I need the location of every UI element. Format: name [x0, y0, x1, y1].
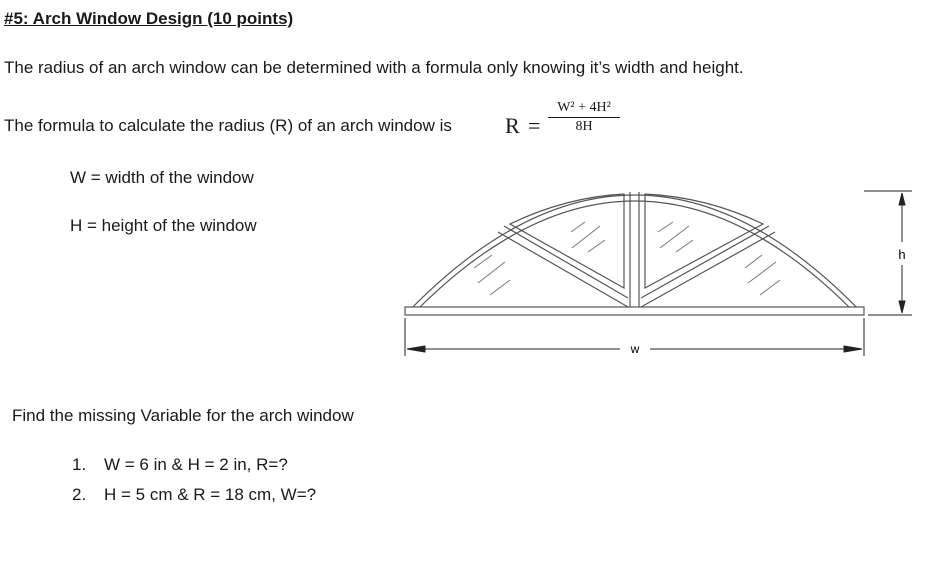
width-arrow-right	[844, 346, 862, 352]
height-label: h	[898, 247, 906, 262]
window-sill	[405, 307, 864, 315]
formula-r: R	[505, 113, 520, 138]
glass-reflections	[474, 222, 780, 295]
width-arrow-left	[407, 346, 425, 352]
formula-numerator: W² + 4H²	[548, 100, 620, 118]
formula-equals: =	[528, 113, 541, 138]
arch-inner-frame	[420, 201, 849, 307]
height-arrow-bottom	[899, 301, 905, 313]
pane-upper-right	[645, 194, 763, 288]
right-mullion-b	[641, 226, 769, 298]
right-mullion-a	[641, 232, 775, 307]
definition-width: W = width of the window	[70, 168, 254, 187]
pane-upper-left	[510, 194, 624, 288]
formula-lead: The formula to calculate the radius (R) of an arch window is	[4, 116, 452, 135]
question-1	[72, 455, 288, 475]
definition-height: H = height of the window	[70, 216, 257, 235]
left-mullion-b	[504, 226, 628, 298]
intro-text: The radius of an arch window can be determined with a formula only knowing it’s width and height.	[4, 58, 744, 77]
width-label: w	[630, 342, 640, 356]
formula-denominator: 8H	[575, 119, 593, 134]
question-number: 1.	[72, 455, 87, 474]
question-2	[72, 485, 316, 505]
question-number: 2.	[72, 485, 87, 504]
arch-outer-frame	[405, 195, 864, 315]
height-arrow-top	[899, 193, 905, 205]
question-text: H = 5 cm & R = 18 cm, W=?	[104, 485, 317, 504]
problem-title: #5: Arch Window Design (10 points)	[4, 9, 294, 28]
question-text: W = 6 in & H = 2 in, R=?	[104, 455, 288, 474]
left-mullion-a	[498, 232, 628, 307]
find-heading: Find the missing Variable for the arch window	[12, 406, 354, 425]
